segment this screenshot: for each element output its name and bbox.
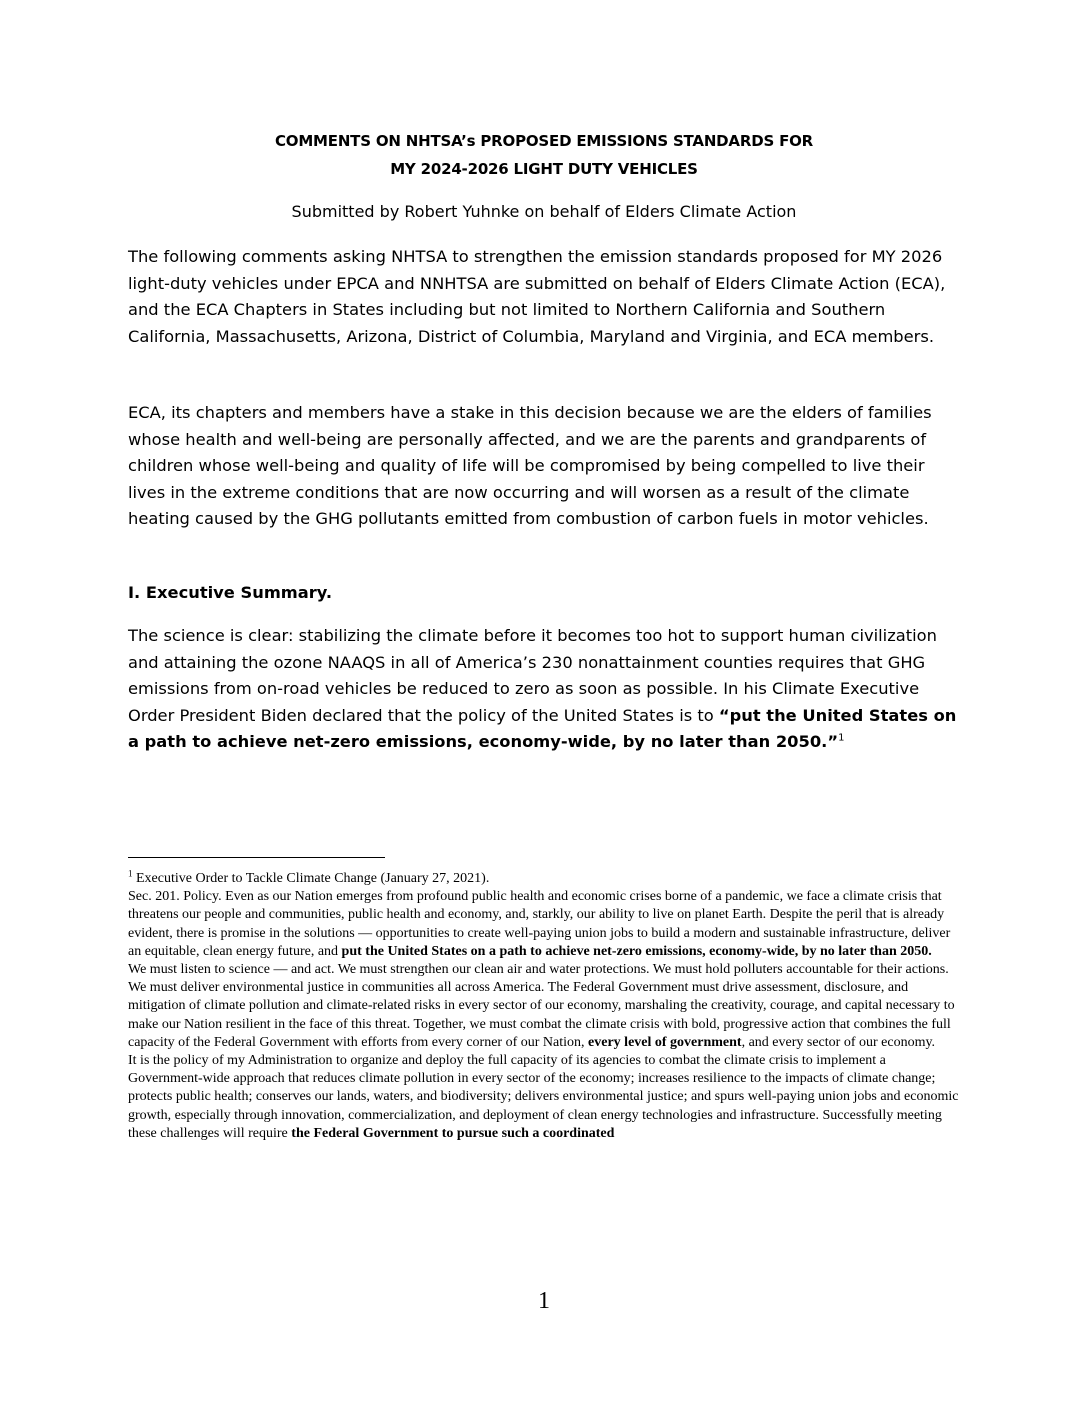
footnote-bold-text: put the United States on a path to achieve net-zero emissions, economy-wide, by no later than 2050. [341,943,932,959]
footnote-paragraph-2 [128,961,964,1052]
footnote-separator [128,857,385,858]
footnote [128,870,964,1143]
paragraph-executive-summary [128,623,958,756]
paragraph-intro: The following comments asking NHTSA to strengthen the emission standards proposed for MY 2026 light-duty vehicles under EPCA and NNHTSA are submitted on behalf of Elders Climate Action (ECA), and the ECA Chapters in States including but not limited to Northern California and Southern California, Massachusetts, Arizona, District of Columbia, Maryland and Virginia, and ECA members. [128,247,946,346]
footnote-paragraph-1 [128,888,964,961]
footnote-text: , and every sector of our economy. [741,1034,936,1050]
page-number: 1 [538,1288,550,1314]
document-title-line-1: COMMENTS ON NHTSA’s PROPOSED EMISSIONS STANDARDS FOR [274,132,814,150]
footnote-citation [128,870,964,888]
paragraph-text: The science is clear: stabilizing the climate before it becomes too hot to support human civilization and attaining the ozone NAAQS in all of America’s 230 nonattainment counties requires that GHG emissions from on-road vehicles be reduced to zero as soon as possible. In his Climate Executive Order President Biden declared that the policy of the United States is to [128,626,937,725]
document-subtitle: Submitted by Robert Yuhnke on behalf of Elders Climate Action [291,202,797,221]
section-heading: I. Executive Summary. [128,583,333,602]
footnote-text: We must listen to science — and act. We must strengthen our clean air and water protections. We must hold polluters accountable for their actions. We must deliver environmental justice in communities all across America. The Federal Government must drive assessment, disclosure, and mitigation of climate pollution and climate-related risks in every sector of our economy, marshaling the creativity, courage, and capital necessary to make our Nation resilient in the face of this threat. Together, we must combat the climate crisis with bold, progressive action that combines the full capacity of the Federal Government with efforts from every corner of our Nation, [128,962,955,1050]
footnote-reference: 1 [838,732,845,744]
paragraph-stake: ECA, its chapters and members have a stake in this decision because we are the elders of families whose health and well-being are personally affected, and we are the parents and grandparents of children whose well-being and quality of life will be compromised by being compelled to live their lives in the extreme conditions that are now occurring and will worsen as a result of the climate heating caused by the GHG pollutants emitted from combustion of carbon fuels in motor vehicles. [128,403,932,529]
footnote-text: It is the policy of my Administration to organize and deploy the full capacity of its agencies to combat the climate crisis to implement a Government-wide approach that reduces climate pollution in every sector of the economy; increases resilience to the impacts of climate change; protects public health; conserves our lands, waters, and biodiversity; delivers environmental justice; and spurs well-paying union jobs and economic growth, especially through innovation, commercialization, and deployment of clean energy technologies and infrastructure. Successfully meeting these challenges will require [128,1053,959,1141]
footnote-bold-text: the Federal Government to pursue such a coordinated [291,1125,615,1141]
document-title-line-2: MY 2024-2026 LIGHT DUTY VEHICLES [390,160,698,178]
footnote-text: Sec. 201. Policy. Even as our Nation emerges from profound public health and economic crises borne of a pandemic, we face a climate crisis that threatens our people and communities, public health and economy, and, starkly, our ability to live on planet Earth. Despite the peril that is already evident, there is promise in the solutions — opportunities to create well-paying union jobs to build a modern and sustainable infrastructure, deliver an equitable, clean energy future, and [128,889,951,959]
paragraph-quote: “put the United States on a path to achieve net-zero emissions, economy-wide, by no later than 2050.” [128,705,957,752]
footnote-citation-text: Executive Order to Tackle Climate Change (January 27, 2021). [132,871,490,886]
footnote-number: 1 [128,868,133,879]
footnote-bold-text: every level of government [588,1034,742,1050]
footnote-paragraph-3 [128,1052,964,1143]
